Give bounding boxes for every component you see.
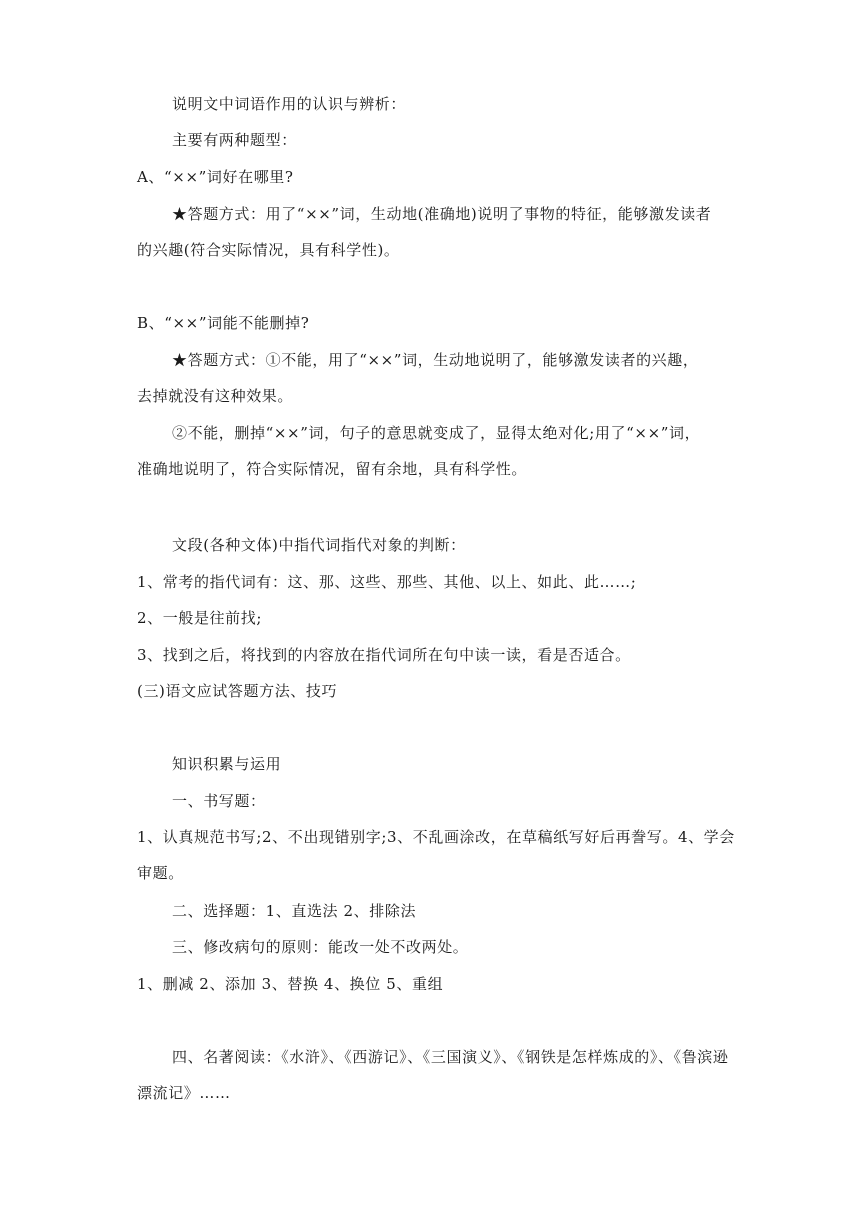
answer-b-2 <box>137 415 757 487</box>
answer-b-1-line-1: ★答题方式：①不能，用了“××”词，生动地说明了，能够激发读者的兴趣， <box>172 351 699 369</box>
answer-a-line-2: 的兴趣(符合实际情况，具有科学性)。 <box>137 241 400 259</box>
heading-choice: 二、选择题：1、直选法 2、排除法 <box>172 902 417 920</box>
heading-sentence-correction: 三、修改病句的原则：能改一处不改两处。 <box>172 938 469 956</box>
heading-word-function: 说明文中词语作用的认识与辨析： <box>172 95 407 113</box>
answer-a <box>137 196 757 268</box>
heading-pronoun-reference: 文段(各种文体)中指代词指代对象的判断： <box>172 536 466 554</box>
answer-b-2-line-2: 准确地说明了，符合实际情况，留有余地，具有科学性。 <box>137 460 528 478</box>
paragraph-question-types: 主要有两种题型： <box>172 131 297 149</box>
section-heading-exam-methods: (三)语文应试答题方法、技巧 <box>137 682 338 700</box>
question-a: A、“××”词好在哪里? <box>137 168 294 186</box>
heading-knowledge: 知识积累与运用 <box>172 755 282 773</box>
classic-reading <box>137 1039 757 1111</box>
writing-tips-line-2: 审题。 <box>137 864 184 882</box>
answer-b-1-line-2: 去掉就没有这种效果。 <box>137 387 294 405</box>
answer-b-1 <box>137 342 757 414</box>
question-b: B、“××”词能不能删掉? <box>137 314 310 332</box>
answer-b-2-line-1: ②不能，删掉“××”词，句子的意思就变成了，显得太绝对化;用了“××”词， <box>172 424 701 442</box>
classic-reading-line-2: 漂流记》…… <box>137 1084 231 1102</box>
list-item-3: 3、找到之后，将找到的内容放在指代词所在句中读一读，看是否适合。 <box>137 646 631 664</box>
list-item-2: 2、一般是往前找; <box>137 609 262 627</box>
heading-writing: 一、书写题： <box>172 792 266 810</box>
list-item-1: 1、常考的指代词有：这、那、这些、那些、其他、以上、如此、此……; <box>137 573 637 591</box>
answer-a-line-1: ★答题方式：用了“××”词，生动地(准确地)说明了事物的特征，能够激发读者 <box>172 205 712 223</box>
correction-methods: 1、删减 2、添加 3、替换 4、换位 5、重组 <box>137 975 444 993</box>
writing-tips <box>137 819 757 891</box>
writing-tips-line-1: 1、认真规范书写;2、不出现错别字;3、不乱画涂改，在草稿纸写好后再誊写。4、学会 <box>137 828 735 846</box>
classic-reading-line-1: 四、名著阅读：《水浒》、《西游记》、《三国演义》、《钢铁是怎样炼成的》、《鲁滨逊 <box>172 1048 729 1066</box>
